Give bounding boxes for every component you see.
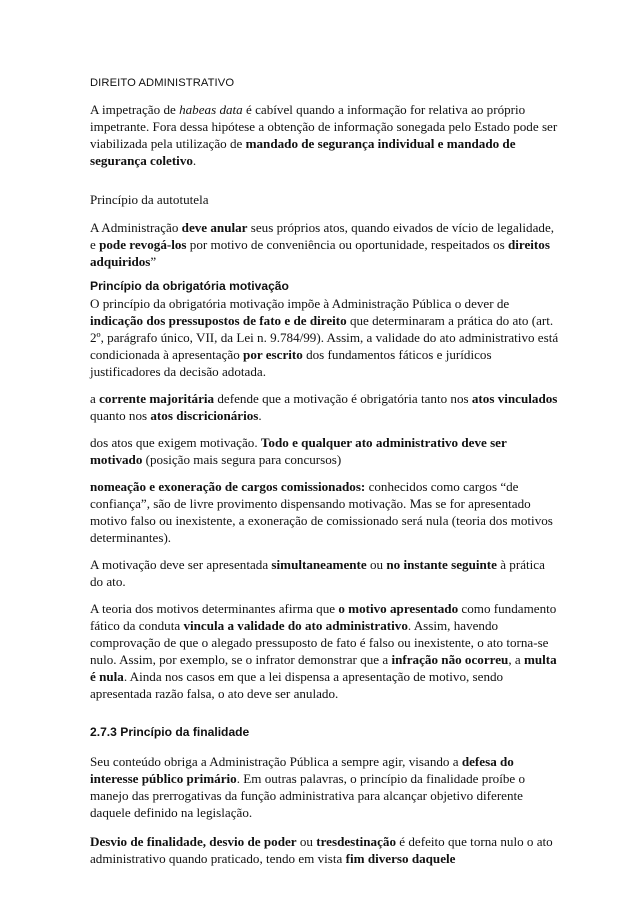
paragraph-cargos-comissionados: nomeação e exoneração de cargos comissionados: conhecidos como cargos “de confiança”, são de livre provimento dispensando motivação. Mas se for apresentado motivo falso ou inexistente, a exoneração de comissionado será nula (teoria dos motivos determinantes). [90,479,553,545]
paragraph-momento-motivacao: A motivação deve ser apresentada simultaneamente ou no instante seguinte à prática do ato. [90,557,545,589]
section-title-autotutela: Princípio da autotutela [90,192,209,207]
document-page [90,76,560,867]
paragraph-atos-motivacao: dos atos que exigem motivação. Todo e qualquer ato administrativo deve ser motivado (posição mais segura para concursos) [90,435,507,467]
section-title-finalidade: 2.7.3 Princípio da finalidade [90,725,250,739]
section-title-motivacao: Princípio da obrigatória motivação [90,279,289,293]
paragraph-motivos-determinantes: A teoria dos motivos determinantes afirma que o motivo apresentado como fundamento fático da conduta vincula a validade do ato administrativo. Assim, havendo comprovação de que o alegado pressuposto de fato é falso ou inexistente, o ato torna-se nulo. Assim, por exemplo, se o infrator demonstrar que a infração não ocorreu, a multa é nula. Ainda nos casos em que a lei dispensa a apresentação de motivo, sendo apresentada razão falsa, o ato deve ser anulado. [90,601,557,701]
paragraph-motivacao: O princípio da obrigatória motivação impõe à Administração Pública o dever de indicação dos pressupostos de fato e de direito que determinaram a prática do ato (art. 2º, parágrafo único, VII, da Lei n. 9.784/99). Assim, a validade do ato administrativo está condicionada à apresentação por escrito dos fundamentos fáticos e jurídicos justificadores da decisão adotada. [90,296,559,379]
paragraph-finalidade: Seu conteúdo obriga a Administração Pública a sempre agir, visando a defesa do interesse público primário. Em outras palavras, o princípio da finalidade proíbe o manejo das prerrogativas da função administrativa para alcançar objetivo diferente daquele definido na legislação. [90,754,526,820]
paragraph-corrente-majoritaria: a corrente majoritária defende que a motivação é obrigatória tanto nos atos vinculados quanto nos atos discricionários. [90,391,558,423]
paragraph-desvio-finalidade: Desvio de finalidade, desvio de poder ou tresdestinação é defeito que torna nulo o ato administrativo quando praticado, tendo em vista fim diverso daquele [90,834,553,866]
document-header: DIREITO ADMINISTRATIVO [90,77,235,89]
paragraph-autotutela: A Administração deve anular seus próprios atos, quando eivados de vício de legalidade, e pode revogá-los por motivo de conveniência ou oportunidade, respeitados os direitos adquiridos” [90,220,555,269]
paragraph-habeas-data: A impetração de habeas data é cabível quando a informação for relativa ao próprio impetrante. Fora dessa hipótese a obtenção de informação sonegada pelo Estado pode ser viabilizada pela utilização de mandado de segurança individual e mandado de segurança coletivo. [90,102,558,168]
